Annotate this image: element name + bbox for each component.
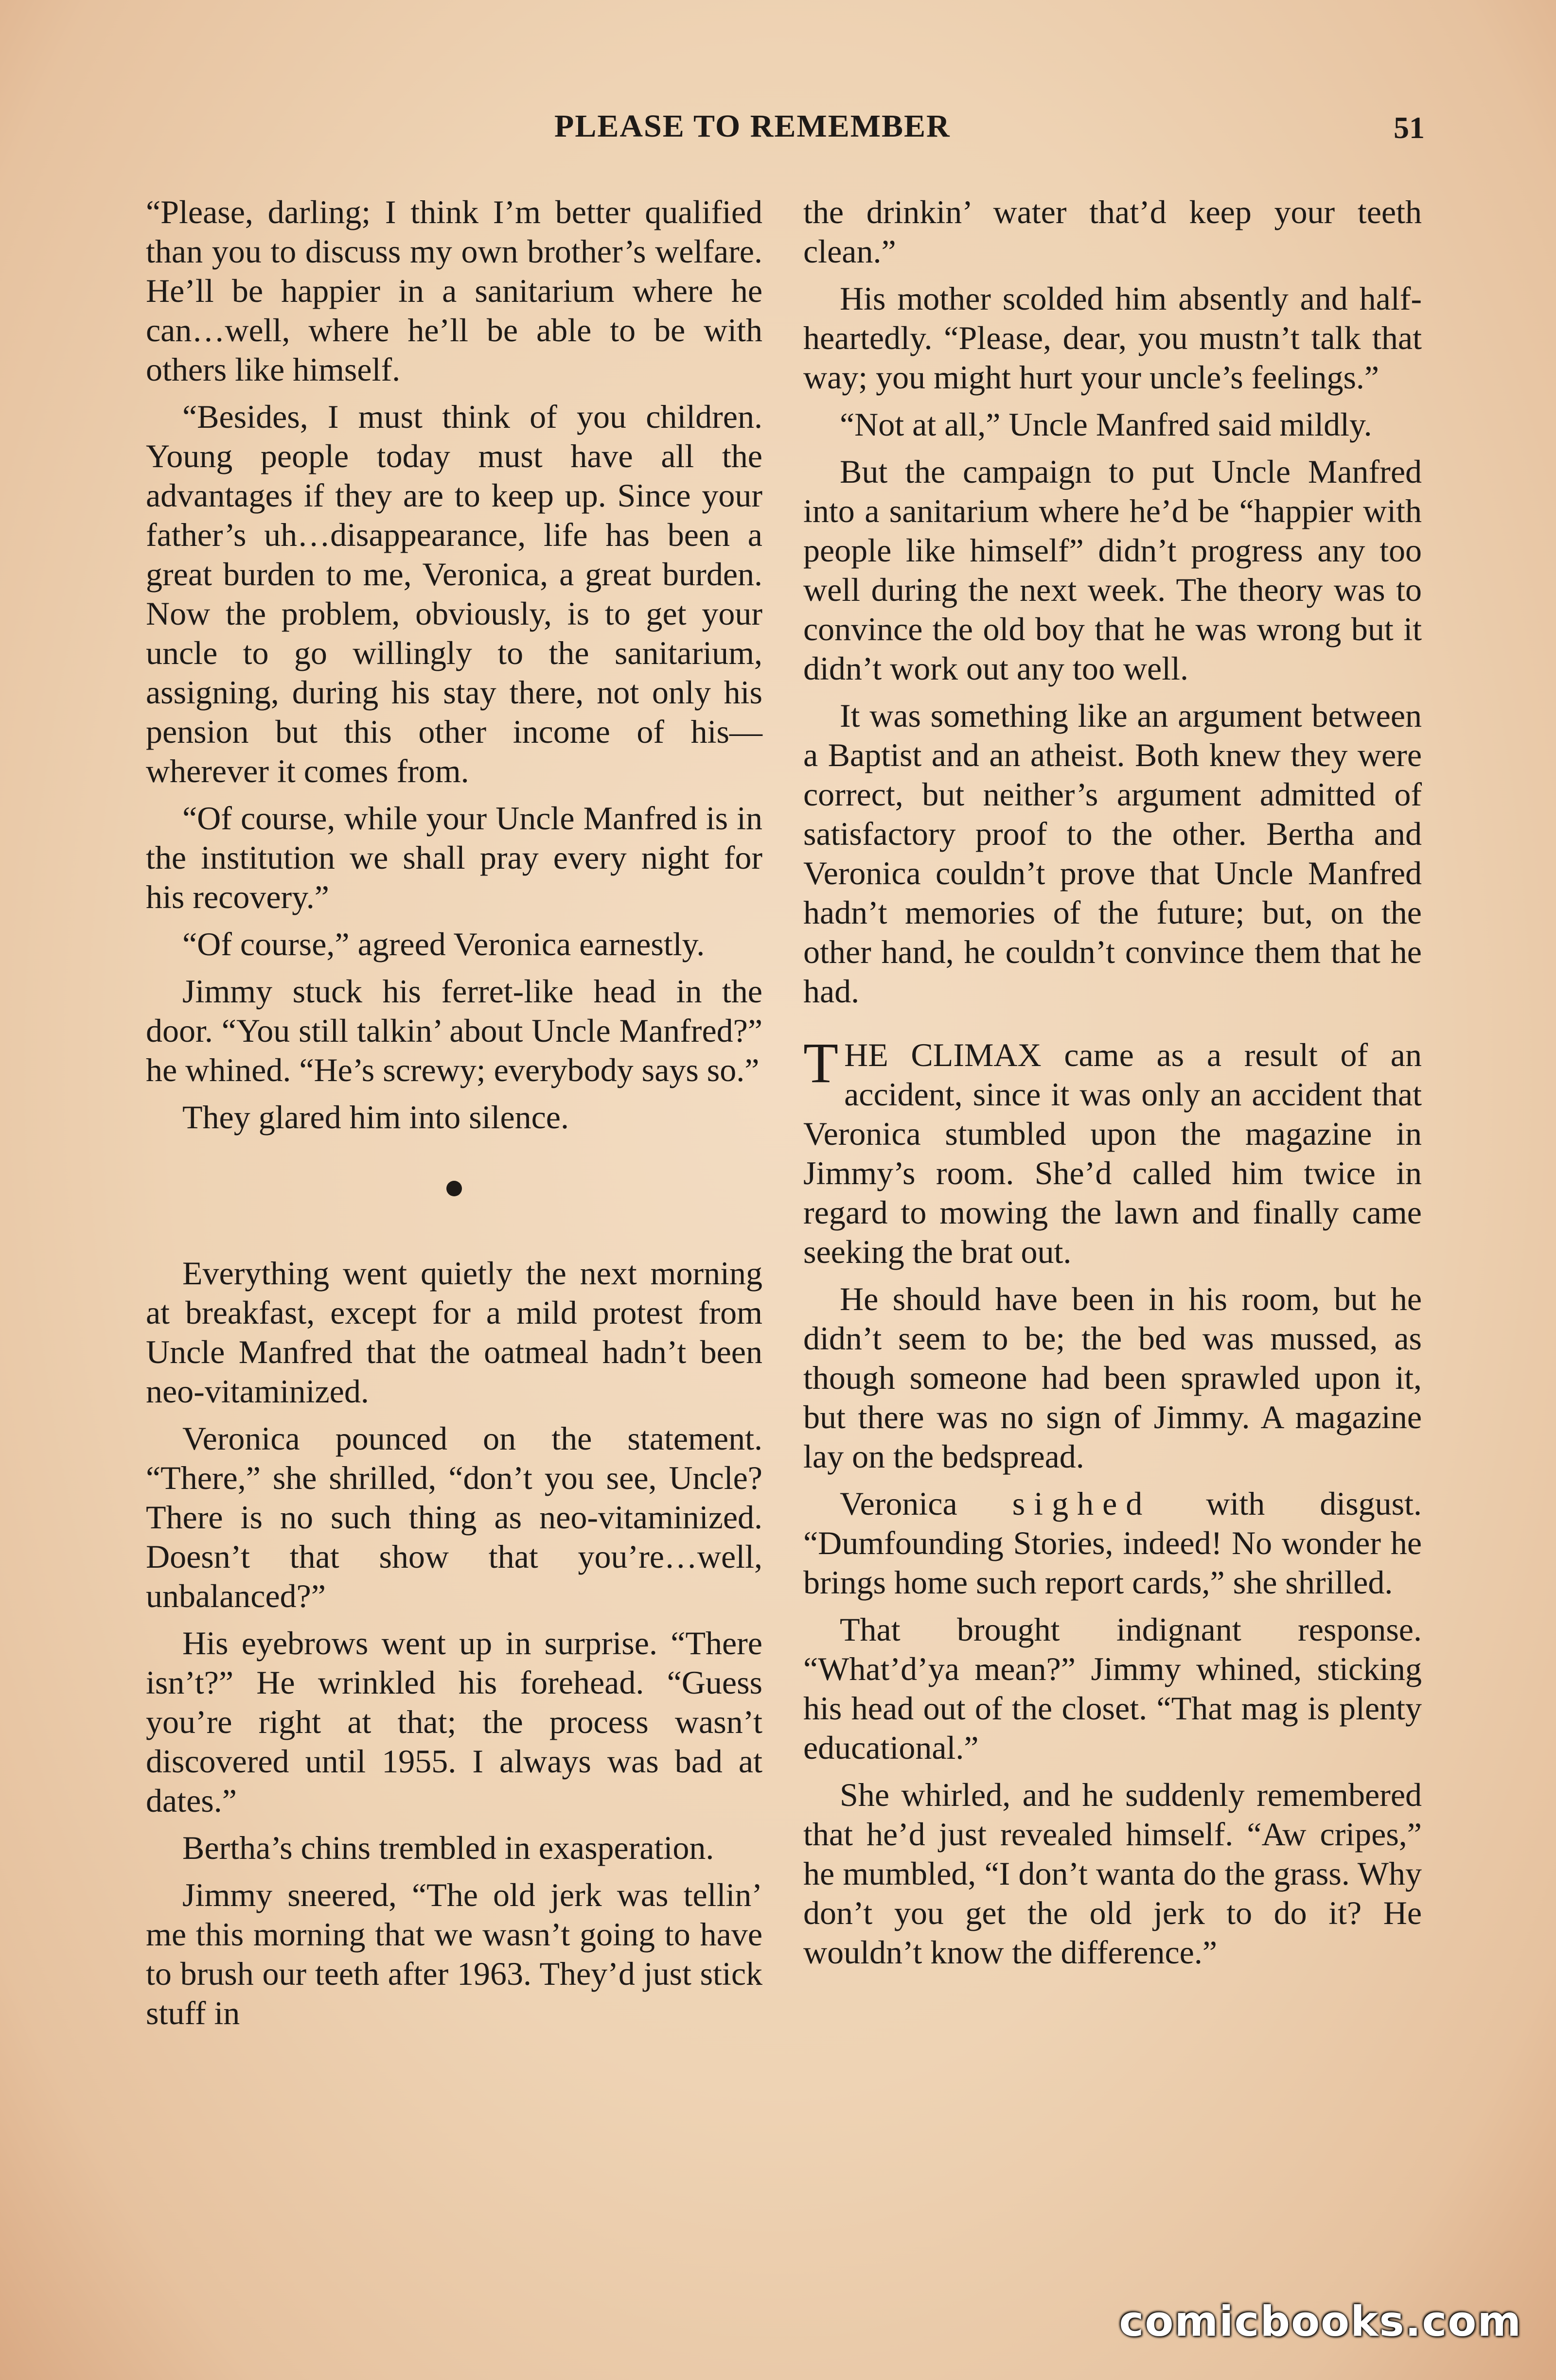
paragraph: Jimmy stuck his ferret-like head in the door. “You still talkin’ about Uncle Manfred?” he whined. “He’s screwy; everybody says so.” (146, 973, 762, 1088)
spaced-word: sighed (1012, 1485, 1151, 1522)
paragraph: “Besides, I must think of you children. Young people today must have all the advantages if they are to keep up. Since your father’s uh…disappearance, life has been a great burden to me, Veronica, a great burden. Now the problem, obviously, is to get your uncle to go willingly to the sanitarium, assigning, during his stay there, not only his pension but this other income of his—wherever it comes from. (146, 398, 762, 789)
drop-cap: T (803, 1031, 839, 1095)
paragraph: That brought indignant response. “What’d’ya mean?” Jimmy whined, sticking his head out of the closet. “That mag is plenty educational.” (803, 1611, 1422, 1766)
paragraph-text: Veronica (840, 1485, 1012, 1522)
paragraph-text: HE CLIMAX came as a result of an accident, since it was only an accident that Veronica stumbled upon the magazine in Jimmy’s room. She’d called him twice in regard to mowing the lawn and finally came seeking the brat out. (803, 1036, 1422, 1270)
paragraph: “Of course, while your Uncle Manfred is in the institution we shall pray every night for his recovery.” (146, 800, 762, 915)
paragraph: His eyebrows went up in surprise. “There isn’t?” He wrinkled his forehead. “Guess you’re right at that; the process wasn’t discovered until 1955. I always was bad at dates.” (146, 1625, 762, 1819)
paragraph: “Not at all,” Uncle Manfred said mildly. (840, 406, 1372, 443)
page-header (0, 108, 1556, 161)
paragraph: “Of course,” agreed Veronica earnestly. (182, 926, 705, 962)
running-title: PLEASE TO REMEMBER (554, 108, 951, 144)
paragraph (803, 1484, 1422, 1602)
paragraph-text: with disgust. “Dumfounding Stories, indeed! No wonder he brings home such report cards,” she shrilled. (803, 1485, 1422, 1601)
paragraph: “Please, darling; I think I’m better qualified than you to discuss my own brother’s welfare. He’ll be happier in a sanitarium where he can…well, where he’ll be able to be with others like himself. (146, 193, 762, 388)
paragraph: But the campaign to put Uncle Manfred into a sanitarium where he’d be “happier with people like himself” didn’t progress any too well during the next week. The theory was to convince the old boy that he was wrong but it didn’t work out any too well. (803, 453, 1422, 687)
paragraph: He should have been in his room, but he didn’t seem to be; the bed was mussed, as though someone had been sprawled upon it, but there was no sign of Jimmy. A magazine lay on the bedspread. (803, 1280, 1422, 1475)
page-number: 51 (1394, 110, 1425, 145)
paragraph: His mother scolded him absently and half-heartedly. “Please, dear, you mustn’t talk that way; you might hurt your uncle’s feelings.” (803, 280, 1422, 396)
paragraph: the drinkin’ water that’d keep your teeth clean.” (803, 193, 1422, 270)
paragraph: They glared him into silence. (182, 1099, 569, 1136)
paragraph: Veronica pounced on the statement. “There,” she shrilled, “don’t you see, Uncle? There is no such thing as neo-vitaminized. Doesn’t that show that you’re…well, unbalanced?” (146, 1420, 762, 1614)
section-break-bullet (446, 1181, 462, 1196)
paragraph: It was something like an argument between a Baptist and an atheist. Both knew they were correct, but neither’s argument admitted of satisfactory proof to the other. Bertha and Veronica couldn’t prove that Uncle Manfred hadn’t memories of the future; but, on the other hand, he couldn’t convince them that he had. (803, 697, 1422, 1010)
paragraph: She whirled, and he suddenly remembered that he’d just revealed himself. “Aw cripes,” he mumbled, “I don’t wanta do the grass. Why don’t you get the old jerk to do it? He wouldn’t know the difference.” (803, 1776, 1422, 1971)
left-text-column (146, 192, 762, 2041)
paragraph: Bertha’s chins trembled in exasperation. (182, 1829, 714, 1866)
paragraph: Jimmy sneered, “The old jerk was tellin’ me this morning that we wasn’t going to have to brush our teeth after 1963. They’d just stick stuff in (146, 1876, 762, 2031)
right-text-column (803, 192, 1422, 1980)
paragraph-with-drop-cap (803, 1031, 1422, 1272)
paragraph: Everything went quietly the next morning at breakfast, except for a mild protest from Uncle Manfred that the oatmeal hadn’t been neo-vitaminized. (146, 1255, 762, 1410)
site-watermark: comicbooks.com (1119, 2297, 1522, 2346)
